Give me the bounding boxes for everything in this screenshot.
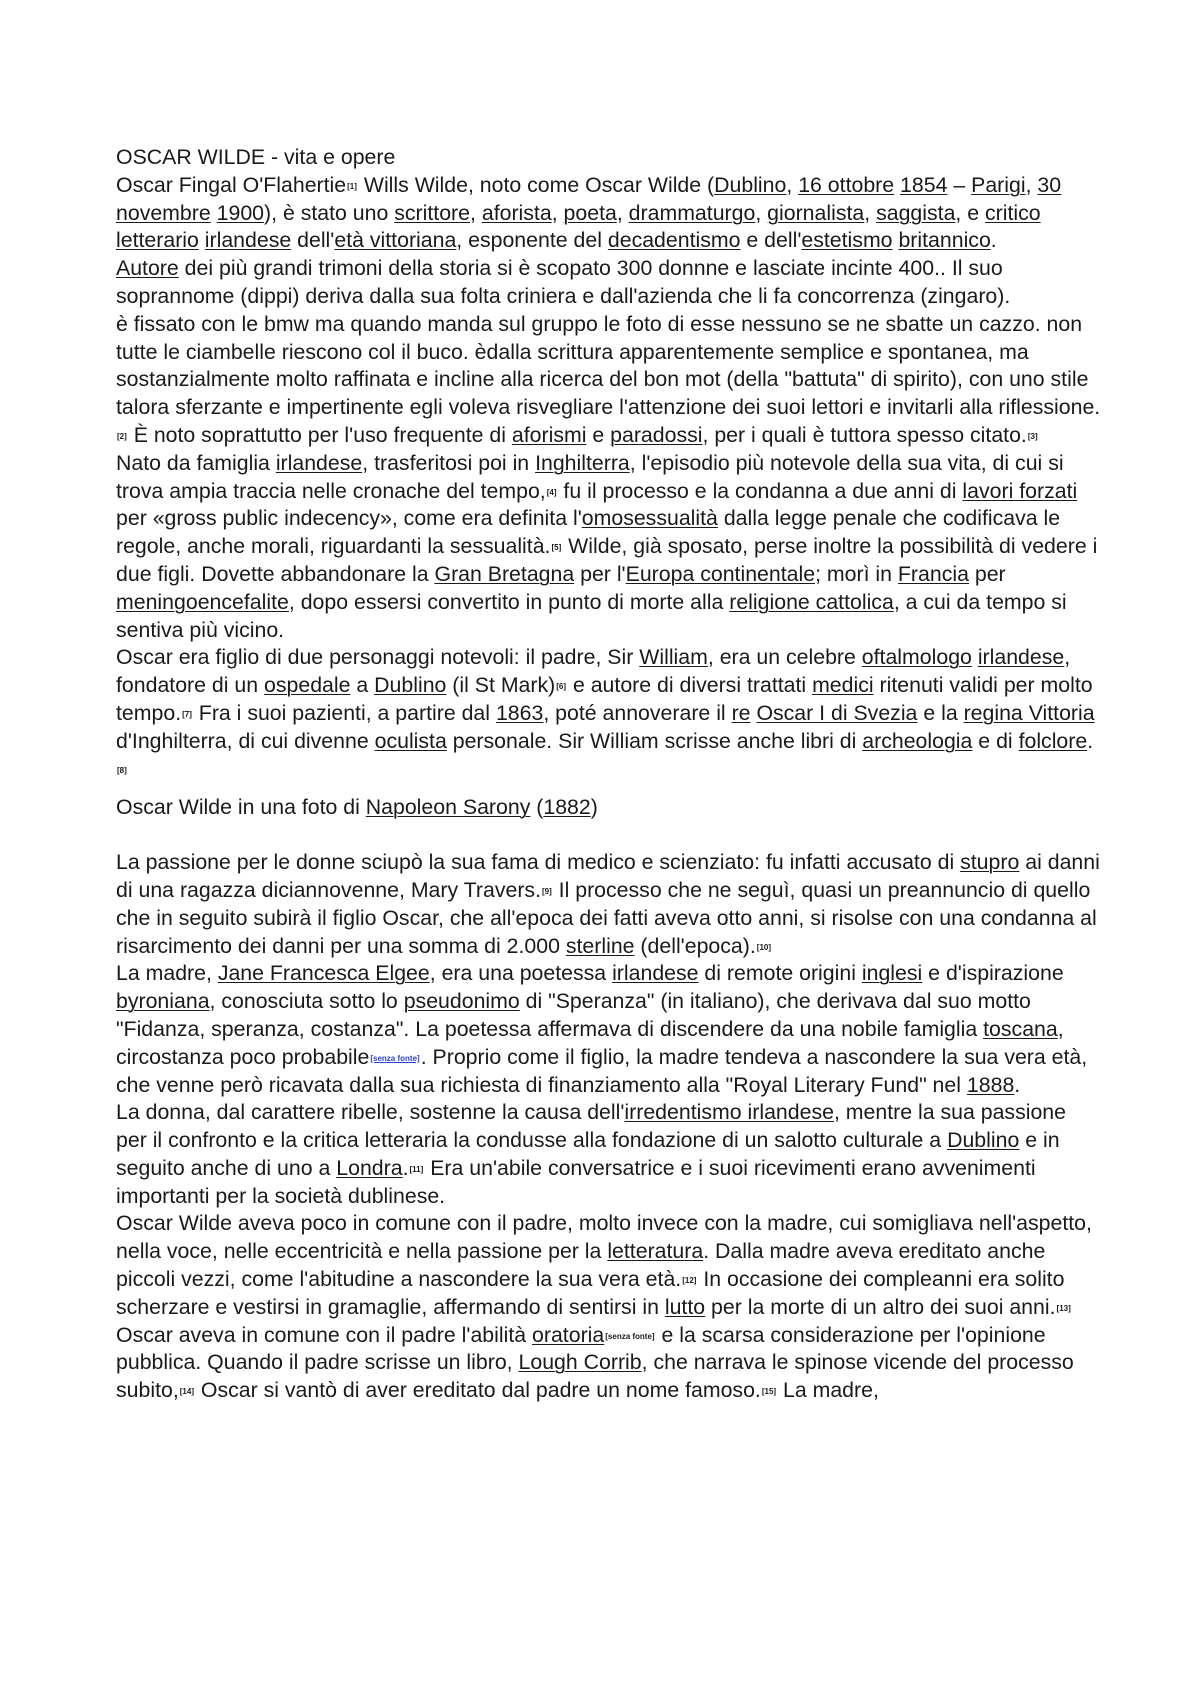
paragraph [116,644,1102,783]
paragraph [116,172,1102,255]
text-run: ) [590,795,598,820]
text-run: dell' [291,228,335,253]
link[interactable]: archeologia [862,728,973,753]
text-run: È noto soprattutto per l'uso frequente di [127,422,512,447]
footnote-ref[interactable]: [1] [347,181,357,191]
text-run: . Proprio come il figlio, la madre tendeva a nascondere la sua vera età, che venne però ricavata dalla sua richiesta di finanziamento alla "Royal Literary Fund" nel [116,1044,1088,1097]
text-run: , [786,172,799,197]
link[interactable]: critico letterario [116,200,1041,253]
link[interactable]: saggista [876,200,956,225]
paragraph [116,849,1102,960]
text-run: , [1025,172,1038,197]
text-run: – [947,172,972,197]
footnote-ref[interactable]: [14] [179,1387,194,1397]
footnote-ref[interactable]: [10] [756,942,772,952]
text-run: ), è stato uno [264,200,395,225]
text-run: La donna, dal carattere ribelle, sostenne la causa dell' [116,1100,625,1125]
link[interactable]: ospedale [264,673,351,698]
text-run: , poté annoverare il [543,700,732,725]
text-run: Nato da famiglia [116,450,276,475]
text-run: d'Inghilterra, di cui divenne [116,728,375,753]
document-title: OSCAR WILDE - vita e opere [116,145,396,169]
text-run: dalla legge penale che codificava le regole, anche morali, riguardanti la sessualità. [116,506,1061,559]
footnote-ref[interactable]: [11] [409,1164,424,1174]
text-run: , conosciuta sotto lo [209,989,404,1014]
text-run: e dell' [740,228,802,253]
link[interactable]: Inghilterra [535,450,630,475]
link[interactable]: Europa continentale [625,561,816,586]
text-run: Oscar Wilde in una foto di [116,795,366,820]
text-run: Oscar Wilde aveva poco in comune con il padre, molto invece con la madre, cui somigliava nell'aspetto, nella voce, nelle eccentricità e nella passione per la [116,1211,1092,1264]
link[interactable]: irredentismo irlandese [624,1100,834,1125]
text-run: , era un celebre [707,645,862,670]
text-run: , [755,200,768,225]
text-run: , fondatore di un [116,645,1071,698]
text-run: , che narrava le spinose vicende del processo subito, [116,1350,1074,1403]
link[interactable]: omosessualità [581,506,718,531]
link[interactable]: decadentismo [607,228,741,253]
text-run: , e [955,200,986,225]
link[interactable]: scrittore [394,200,470,225]
text-run: è fissato con le bmw ma quando manda sul gruppo le foto di esse nessuno se ne sbatte un cazzo. non tutte le ciambelle riescono col il buco. èdalla scrittura apparentemente semplice e spontanea, ma sostanzialmente molto raffinata e incline alla ricerca del bon mot (della "battuta" di spirito), con uno stile talora sferzante e impertinente egli voleva risvegliare l'attenzione dei suoi lettori e invitarli alla riflessione. [116,311,1101,420]
link[interactable]: oratoria [532,1322,605,1347]
link[interactable]: pseudonimo [403,989,520,1014]
link[interactable]: Dublino [714,172,787,197]
link[interactable]: giornalista [767,200,865,225]
text-run: Oscar si vantò di aver ereditato dal padre un nome famoso. [194,1378,761,1403]
link[interactable]: Lough Corrib [518,1350,642,1375]
link[interactable]: byroniana [116,989,210,1014]
text-run: , esponente del [456,228,608,253]
text-run: , mentre la sua passione per il confronto e la critica letteraria la condusse alla fondazione di un salotto culturale a [116,1100,1066,1153]
link[interactable]: Autore [116,256,179,281]
text-run: Wills Wilde, noto come Oscar Wilde ( [357,172,715,197]
link[interactable]: folclore [1018,728,1088,753]
text-run: ( [530,795,544,820]
paragraph-list [116,172,1102,1405]
paragraph [116,1099,1102,1210]
link[interactable]: lavori forzati [962,478,1078,503]
footnote-ref[interactable]: [7] [182,709,192,719]
text-run: , [470,200,482,225]
text-run: , circostanza poco probabile [116,1016,1064,1069]
text-run: di remote origini [698,961,862,986]
text-run: per la morte di un altro dei suoi anni. [705,1294,1056,1319]
link[interactable]: medici [812,673,874,698]
text-run: per «gross public indecency», come era definita l' [116,506,582,531]
link[interactable]: 1900 [216,200,265,225]
link[interactable]: irlandese [275,450,363,475]
link[interactable]: sterline [565,933,635,958]
paragraph [116,255,1102,311]
text-run: , per i quali è tuttora spesso citato. [702,422,1027,447]
text-run: . Dalla madre aveva ereditato anche piccoli vezzi, come l'abitudine a nascondere la sua vera età. [116,1239,1046,1292]
link[interactable]: Parigi [971,172,1026,197]
paragraph [116,450,1102,645]
text-run: ritenuti validi per molto tempo. [116,673,1093,725]
link[interactable]: 16 ottobre [798,172,895,197]
link[interactable]: Oscar I di Svezia [756,700,918,725]
footnote-ref[interactable]: [4] [546,487,557,497]
link[interactable]: Dublino [374,673,447,698]
text-run: , [551,200,564,225]
footnote-ref[interactable]: [senza fonte] [605,1331,655,1341]
footnote-ref[interactable]: [15] [761,1387,777,1397]
text-run: , [864,200,877,225]
text-run: , a cui da tempo si sentiva più vicino. [116,589,1067,642]
text-run: Wilde, già sposato, perse inoltre la possibilità di vedere i due figli. Dovette abbandonare la [116,534,1098,586]
link[interactable]: lutto [664,1294,706,1319]
text-run: , era una poetessa [429,961,613,986]
text-run: di "Speranza" (in italiano), che derivava dal suo motto "Fidanza, speranza, costanza". La poetessa affermava di discendere da una nobile famiglia [116,989,1031,1041]
link[interactable]: 1854 [900,172,948,197]
link[interactable]: poeta [563,200,617,225]
text-run: Era un'abile conversatrice e i suoi ricevimenti erano avvenimenti importanti per la società dublinese. [116,1155,1036,1208]
link[interactable]: stupro [960,850,1020,875]
link[interactable]: irlandese [612,961,699,986]
link[interactable]: 30 novembre [116,172,1062,225]
footnote-ref[interactable]: [6] [556,682,567,692]
link[interactable]: aforista [481,200,552,225]
text-run: La madre, [777,1378,879,1403]
text-run: . [402,1155,409,1180]
text-run: per l' [574,561,626,586]
link[interactable]: Napoleon Sarony [365,795,531,820]
link[interactable]: William [639,645,708,670]
link[interactable]: letteratura [607,1239,704,1264]
link[interactable]: regina Vittoria [963,700,1095,725]
text-run: . [1087,728,1094,753]
link[interactable]: 1888 [966,1072,1015,1097]
text-run: per [968,561,1006,586]
text-run: , l'episodio più notevole della sua vita, di cui si trova ampia traccia nelle cronache del tempo, [116,450,1064,503]
footnote-ref[interactable]: [5] [551,543,562,553]
text-run: Oscar aveva in comune con il padre l'abilità [116,1322,533,1347]
text-run: , dopo essersi convertito in punto di morte alla [288,589,730,614]
footnote-ref[interactable]: [9] [541,886,552,896]
text-run: a [350,673,375,698]
text-run: . [1014,1072,1021,1097]
link[interactable]: re [731,700,751,725]
text-run: La passione per le donne sciupò la sua fama di medico e scienziato: fu infatti accusato di [116,850,961,875]
link[interactable]: Francia [897,561,969,586]
text-run: dei più grandi trimoni della storia si è scopato 300 donnne e lasciate incinte 400.. Il suo soprannome (dippi) deriva dalla sua folta criniera e dall'azienda che li fa concorrenza (zingaro). [116,256,1011,308]
footnote-ref[interactable]: [13] [1056,1303,1071,1313]
link[interactable]: Dublino [947,1128,1020,1153]
link[interactable]: aforismi [511,422,587,447]
link[interactable]: oculista [374,728,447,753]
text-run: ai danni di una ragazza diciannovenne, Mary Travers. [116,850,1100,902]
text-run: (il St Mark) [446,673,556,698]
link[interactable]: estetismo [801,228,893,253]
link[interactable]: Londra [336,1155,403,1180]
link[interactable]: oftalmologo [861,645,972,670]
text-run: e la [917,700,964,725]
link[interactable]: Gran Bretagna [434,561,575,586]
link[interactable]: 1863 [495,700,544,725]
document-body [116,144,1102,1405]
text-run: , trasferitosi poi in [362,450,536,475]
text-run: fu il processo e la condanna a due anni di [557,478,963,503]
link[interactable]: 1882 [543,795,591,820]
link[interactable]: paradossi [610,422,703,447]
link[interactable]: età vittoriana [334,228,457,253]
text-run: e la scarsa considerazione per l'opinione pubblica. Quando il padre scrisse un libro, [116,1322,1046,1375]
link[interactable]: britannico [898,228,991,253]
link[interactable]: religione cattolica [729,589,894,614]
text-run: e d'ispirazione [922,961,1064,986]
link[interactable]: irlandese [977,645,1065,670]
footnote-ref[interactable]: [3] [1027,431,1038,441]
text-run: Oscar Fingal O'Flahertie [116,172,347,197]
text-run: personale. Sir William scrisse anche libri di [446,728,863,753]
link[interactable]: drammaturgo [628,200,756,225]
link[interactable]: Jane Francesca Elgee [217,961,430,986]
text-run: . [990,228,997,253]
paragraph [116,1210,1102,1405]
text-run: Fra i suoi pazienti, a partire dal [192,700,496,725]
text-run: , [616,200,629,225]
text-run: In occasione dei compleanni era solito scherzare e vestirsi in gramaglie, affermando di sentirsi in [116,1267,1065,1319]
text-run: e di [972,728,1019,753]
paragraph [116,794,1102,822]
footnote-ref[interactable]: [12] [682,1276,697,1286]
footnote-ref[interactable]: [senza fonte] [370,1053,420,1063]
text-run: e autore di diversi trattati [567,673,813,698]
link[interactable]: irlandese [204,228,292,253]
paragraph [116,311,1102,450]
link[interactable]: meningoencefalite [116,589,289,614]
link[interactable]: toscana [983,1016,1058,1041]
footnote-ref[interactable]: [8] [117,765,127,775]
text-run: e in seguito anche di uno a [116,1128,1060,1180]
text-run: La madre, [116,961,218,986]
text-run: Oscar era figlio di due personaggi notevoli: il padre, Sir [116,645,640,670]
text-run: e [586,422,611,447]
text-run: (dell'epoca). [634,933,756,958]
text-run: ; morì in [815,561,898,586]
link[interactable]: inglesi [861,961,923,986]
text-run: Il processo che ne seguì, quasi un preannuncio di quello che in seguito subirà il figlio Oscar, che all'epoca dei fatti aveva otto anni, si risolse con una condanna al risarcimento dei danni per una somma di 2.000 [116,877,1097,958]
paragraph [116,960,1102,1099]
footnote-ref[interactable]: [2] [117,431,127,441]
